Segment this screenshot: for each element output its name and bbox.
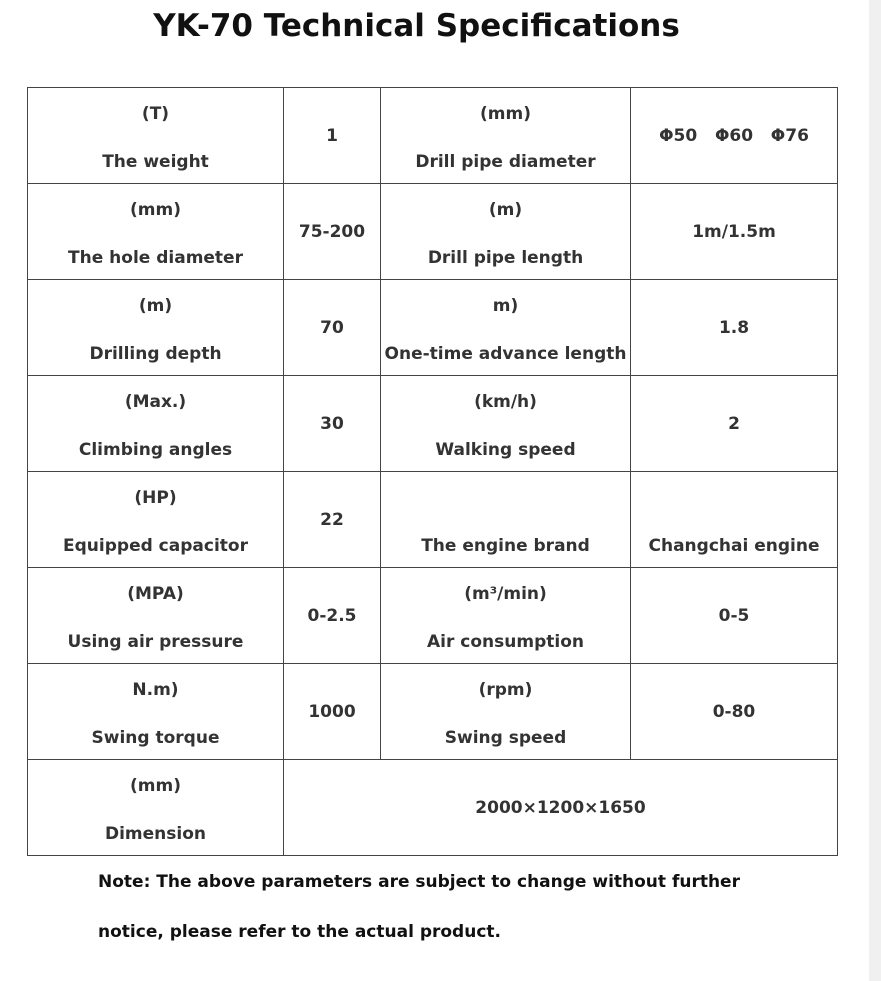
param-unit: (mm) [480,104,531,124]
note-line-2: notice, please refer to the actual product. [98,922,501,942]
param-name: Equipped capacitor [63,536,248,556]
value-cell: 0-2.5 [284,568,381,664]
value-cell: 75-200 [284,184,381,280]
spec-table [27,87,838,856]
param-unit: (T) [141,104,170,124]
param-unit: (MPA) [127,584,184,604]
param-name: Drill pipe length [427,248,584,268]
param-name: Drilling depth [89,344,222,364]
param-cell [381,184,631,280]
param-cell [28,472,284,568]
value-cell: 2 [631,376,838,472]
param-unit: m) [492,296,519,316]
page-edge-strip [869,0,881,981]
param-name: Climbing angles [78,440,233,460]
table-row [28,88,838,184]
value-cell: 22 [284,472,381,568]
value-cell: Φ50 Φ60 Φ76 [631,88,838,184]
table-row [28,760,838,856]
dimension-value: 2000×1200×1650 [284,760,838,856]
param-name: Air consumption [427,632,584,652]
param-unit: (m) [138,296,173,316]
table-row [28,184,838,280]
param-unit: (HP) [134,488,177,508]
param-cell [381,280,631,376]
param-unit: (Max.) [124,392,187,412]
table-row [28,376,838,472]
param-cell [28,376,284,472]
param-cell [381,376,631,472]
param-name: One-time advance length [384,344,627,364]
param-cell [28,184,284,280]
param-name: The weight [102,152,209,172]
param-name: Swing torque [91,728,220,748]
engine-brand-value: Changchai engine [648,536,820,556]
param-cell [28,568,284,664]
param-unit: (m) [488,200,523,220]
param-cell [381,88,631,184]
param-cell [28,760,284,856]
param-name: Drill pipe diameter [415,152,596,172]
param-name: The hole diameter [68,248,243,268]
value-cell: 0-80 [631,664,838,760]
param-unit: (mm) [130,200,181,220]
table-row [28,568,838,664]
value-cell: 1.8 [631,280,838,376]
param-name: The engine brand [421,536,590,556]
param-name: Swing speed [444,728,567,748]
param-cell [28,664,284,760]
param-cell [28,88,284,184]
param-name: Using air pressure [67,632,244,652]
value-cell: 30 [284,376,381,472]
param-name: Dimension [104,824,206,844]
param-unit: (mm) [130,776,181,796]
param-name: Walking speed [435,440,576,460]
param-unit: (km/h) [474,392,537,412]
value-cell: 1000 [284,664,381,760]
value-cell: 0-5 [631,568,838,664]
param-cell [381,568,631,664]
param-cell [381,472,631,568]
page-title: YK-70 Technical Specifications [153,8,680,44]
param-unit: (m³/min) [464,584,547,604]
value-cell: 1 [284,88,381,184]
table-row [28,280,838,376]
param-unit: N.m) [132,680,179,700]
param-cell [28,280,284,376]
table-row [28,472,838,568]
param-cell [381,664,631,760]
table-row [28,664,838,760]
value-cell [631,472,838,568]
param-unit: (rpm) [478,680,533,700]
value-cell: 70 [284,280,381,376]
value-cell: 1m/1.5m [631,184,838,280]
note-line-1: Note: The above parameters are subject to change without further [98,872,740,892]
